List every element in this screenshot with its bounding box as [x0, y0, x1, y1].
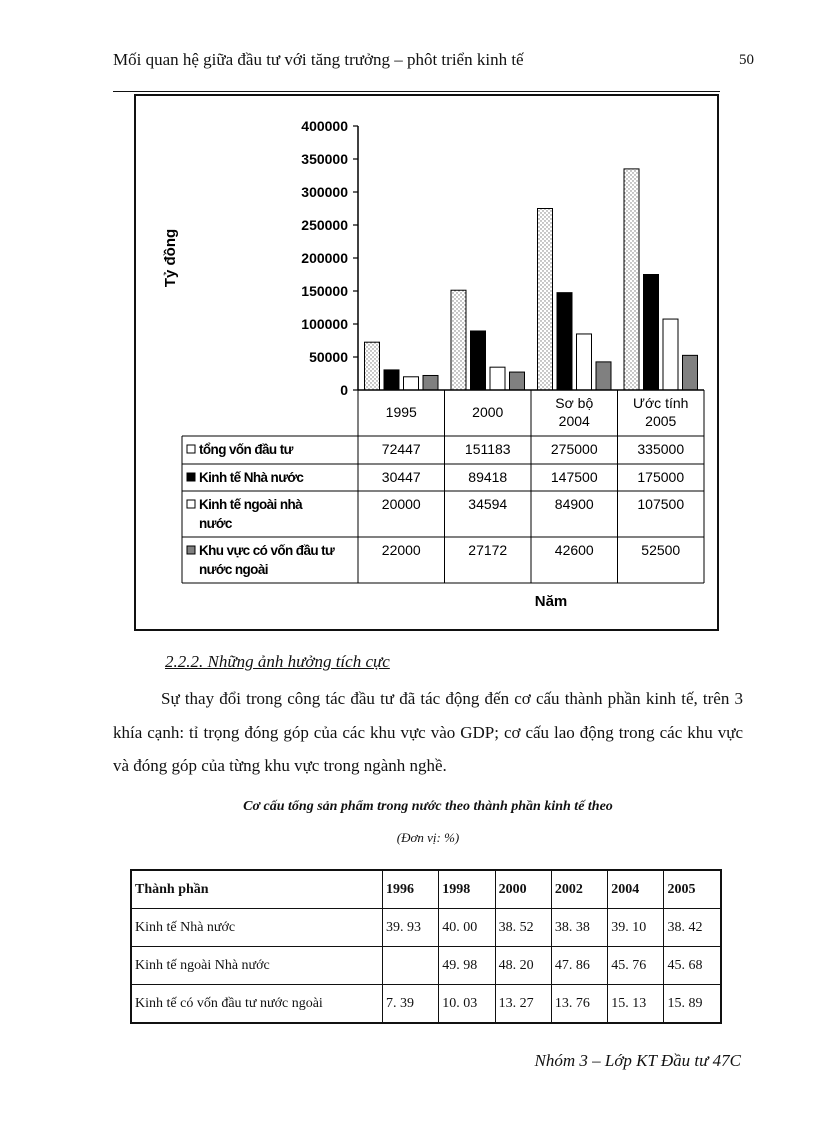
data-label: 30447	[381, 469, 421, 485]
y-tick-label: 50000	[309, 349, 348, 365]
data-label: 84900	[554, 496, 594, 512]
data-label: 20000	[381, 496, 421, 512]
x-category-label: 2005	[645, 413, 677, 429]
table-cell: 45. 68	[664, 947, 721, 985]
y-tick-label: 300000	[301, 184, 348, 200]
body-paragraph: Sự thay đổi trong công tác đầu tư đã tác động đến cơ cấu thành phần kinh tế, trên 3 khía cạnh: tỉ trọng đóng góp của các khu vực vào GDP; cơ cấu lao động trong các khu vực và đóng góp của từng khu vực trong ngành nghề.	[113, 689, 743, 775]
data-label: 275000	[550, 441, 598, 457]
data-label: 27172	[468, 542, 508, 558]
y-tick-label: 150000	[301, 283, 348, 299]
table-unit: (Đơn vị: %)	[396, 830, 460, 845]
page-header-title: Mối quan hệ giữa đầu tư với tăng trưởng – phôt triển kinh tế	[113, 50, 524, 69]
table-cell: Kinh tế ngoài Nhà nước	[131, 947, 383, 985]
page-number: 50	[739, 52, 754, 68]
data-label: 42600	[554, 542, 594, 558]
table-cell: 7. 39	[383, 985, 439, 1024]
table-header-cell: 2002	[551, 870, 607, 909]
chart-canvas	[136, 96, 717, 629]
x-axis-title: Năm	[534, 593, 568, 610]
y-tick-label: 0	[340, 382, 348, 398]
table-header-cell: Thành phần	[131, 870, 383, 909]
table-cell: 13. 76	[551, 985, 607, 1024]
table-cell: Kinh tế Nhà nước	[131, 909, 383, 947]
table-row	[131, 947, 721, 985]
table-cell: 38. 42	[664, 909, 721, 947]
legend-swatch	[187, 546, 195, 554]
table-cell: Kinh tế có vốn đầu tư nước ngoài	[131, 985, 383, 1024]
legend-swatch	[187, 445, 195, 453]
table-header-row	[131, 870, 721, 909]
x-category-label: Sơ bộ	[555, 395, 594, 411]
x-category-label: 1995	[385, 404, 417, 420]
table-cell: 45. 76	[608, 947, 664, 985]
legend-label: nước	[199, 516, 232, 531]
bar	[644, 275, 659, 391]
table-row	[131, 985, 721, 1024]
legend-label: Kinh tế Nhà nước	[199, 470, 304, 485]
legend-swatch	[187, 500, 195, 508]
y-tick-label: 350000	[301, 151, 348, 167]
y-tick-label: 250000	[301, 217, 348, 233]
bar	[577, 334, 592, 390]
x-category-label: 2004	[558, 413, 590, 429]
bar	[490, 367, 505, 390]
data-label: 34594	[468, 496, 508, 512]
data-label: 335000	[637, 441, 685, 457]
bar	[404, 377, 419, 390]
header-divider	[113, 91, 720, 92]
bar	[538, 209, 553, 391]
table-row	[131, 909, 721, 947]
page-footer: Nhóm 3 – Lớp KT Đầu tư 47C	[534, 1051, 741, 1070]
legend-label: Kinh tế ngoài nhà	[199, 497, 303, 512]
table-cell: 38. 52	[495, 909, 551, 947]
y-tick-label: 400000	[301, 118, 348, 134]
bar	[510, 372, 525, 390]
data-label: 72447	[381, 441, 421, 457]
y-tick-label: 200000	[301, 250, 348, 266]
table-cell: 13. 27	[495, 985, 551, 1024]
table-header-cell: 2004	[608, 870, 664, 909]
y-tick-label: 100000	[301, 316, 348, 332]
gdp-structure-table	[130, 869, 722, 1024]
table-cell: 48. 20	[495, 947, 551, 985]
table-cell: 38. 38	[551, 909, 607, 947]
data-label: 22000	[381, 542, 421, 558]
table-header-cell: 1996	[383, 870, 439, 909]
table-header-cell: 2000	[495, 870, 551, 909]
bar	[471, 331, 486, 390]
data-label: 147500	[550, 469, 598, 485]
bar	[451, 290, 466, 390]
table-header-cell: 2005	[664, 870, 721, 909]
bar	[365, 342, 380, 390]
x-category-label: Ước tính	[633, 395, 689, 411]
data-label: 107500	[637, 496, 685, 512]
bar	[557, 293, 572, 390]
investment-chart	[134, 94, 719, 631]
table-cell: 39. 93	[383, 909, 439, 947]
bar	[596, 362, 611, 390]
table-cell: 15. 13	[608, 985, 664, 1024]
bar	[384, 370, 399, 390]
data-label: 89418	[468, 469, 508, 485]
bar	[663, 319, 678, 390]
legend-label: tổng vốn đầu tư	[199, 442, 293, 457]
legend-swatch	[187, 473, 195, 481]
y-axis-title: Tỷ đồng	[162, 228, 179, 288]
data-label: 52500	[641, 542, 681, 558]
table-header-cell: 1998	[439, 870, 495, 909]
x-category-label: 2000	[472, 404, 504, 420]
bar	[624, 169, 639, 390]
table-cell: 39. 10	[608, 909, 664, 947]
section-heading: 2.2.2. Những ảnh hưởng tích cực	[165, 652, 390, 671]
table-cell: 49. 98	[439, 947, 495, 985]
table-caption: Cơ cấu tổng sản phẩm trong nước theo thành phần kinh tế theo	[243, 799, 613, 814]
bar	[683, 355, 698, 390]
legend-label: Khu vực có vốn đầu tư	[199, 543, 335, 558]
table-cell: 47. 86	[551, 947, 607, 985]
table-cell: 10. 03	[439, 985, 495, 1024]
data-label: 151183	[464, 441, 511, 457]
table-cell	[383, 947, 439, 985]
data-label: 175000	[637, 469, 685, 485]
legend-label: nước ngoài	[199, 562, 268, 577]
table-cell: 40. 00	[439, 909, 495, 947]
bar	[423, 375, 438, 390]
table-cell: 15. 89	[664, 985, 721, 1024]
